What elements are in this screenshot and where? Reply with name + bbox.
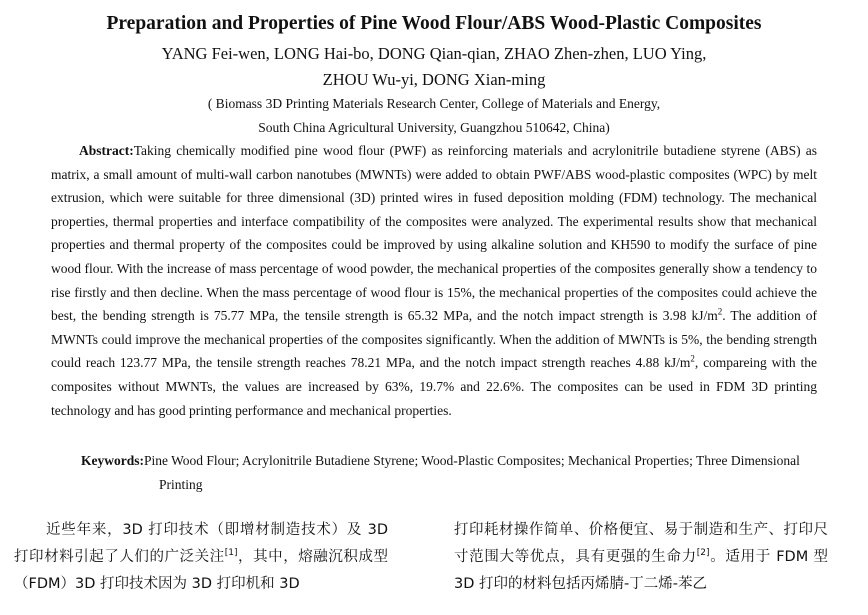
keywords-text: Pine Wood Flour; Acrylonitrile Butadiene Styrene; Wood-Plastic Composites; Mechanical Properties; Three Dimensional Printing [144,453,800,492]
body-paragraph-left [14,517,388,598]
unit-superscript-1: 2 [717,306,723,317]
unit-superscript-2: 2 [690,353,695,364]
abstract [51,139,817,422]
abstract-text-1: Taking chemically modified pine wood flour (PWF) as reinforcing materials and acrylonitrile butadiene styrene (ABS) as matrix, a small amount of multi-wall carbon nanotubes (MWNTs) were added to obtain PWF/ABS wood-plastic composites (WPC) by melt extrusion, which were suitable for three dimensional (3D) printed wires in fused deposition molding (FDM) technology. The mechanical properties, thermal properties and interface compatibility of the composites were analyzed. The experimental results show that mechanical properties and thermal property of the composites could be improved by using alkaline solution and KH590 to modify the surface of pine wood flour. With the increase of mass percentage of wood powder, the mechanical properties of the composites generally show a tendency to rise firstly and then decline. When the mass percentage of wood flour is 15%, the mechanical properties of the composites could achieve the best, the bending strength is 75.77 MPa, the tensile strength is 65.32 MPa, and the notch impact strength is 3.98 kJ/m [51,143,817,324]
keywords-block [81,449,818,497]
body-column-left [14,517,388,598]
body-text-right-2: 。适用于 FDM 型 3D 打印的材料包括丙烯腈-丁二烯-苯乙 [454,549,829,592]
citation-ref-1[interactable]: [1] [224,548,238,559]
author-line-2: ZHOU Wu-yi, DONG Xian-ming [322,70,546,89]
affiliation-line-1: ( Biomass 3D Printing Materials Research Center, College of Materials and Energy, [207,96,661,111]
affiliation-line-2: South China Agricultural University, Guangzhou 510642, China) [258,120,610,135]
abstract-paragraph [51,139,817,422]
keywords-label: Keywords: [81,453,144,468]
body-column-right [454,517,828,598]
author-line-1: YANG Fei-wen, LONG Hai-bo, DONG Qian-qian, ZHAO Zhen-zhen, LUO Ying, [161,44,707,63]
abstract-text-2: . The addition of MWNTs could improve the mechanical properties of the composites significantly. When the addition of MWNTs is 5%, the bending strength could reach 123.77 MPa, the tensile strength reaches 78.21 MPa, and the notch impact strength reaches 4.88 kJ/m [51,308,818,371]
abstract-text-3: , compareing with the composites without MWNTs, the values are increased by 63%, 19.7% and 22.6%. The composites can be used in FDM 3D printing technology and has good printing performance and mechanical properties. [51,355,817,418]
body-text-left-2: ，其中，熔融沉积成型（FDM）3D 打印技术因为 3D 打印机和 3D [14,549,389,592]
paper-title: Preparation and Properties of Pine Wood Flour/ABS Wood-Plastic Composites [106,13,762,34]
affiliation [0,92,868,140]
abstract-label: Abstract: [79,143,134,158]
keywords [81,449,818,497]
citation-ref-2[interactable]: [2] [696,548,710,559]
body-text-right-1: 打印耗材操作简单、价格便宜、易于制造和生产、打印尺寸范围大等优点，具有更强的生命力 [454,522,828,565]
body-text-left-1: 近些年来，3D 打印技术（即增材制造技术）及 3D 打印材料引起了人们的广泛关注 [14,522,388,565]
body-paragraph-right [454,517,828,598]
author-list [0,41,868,93]
